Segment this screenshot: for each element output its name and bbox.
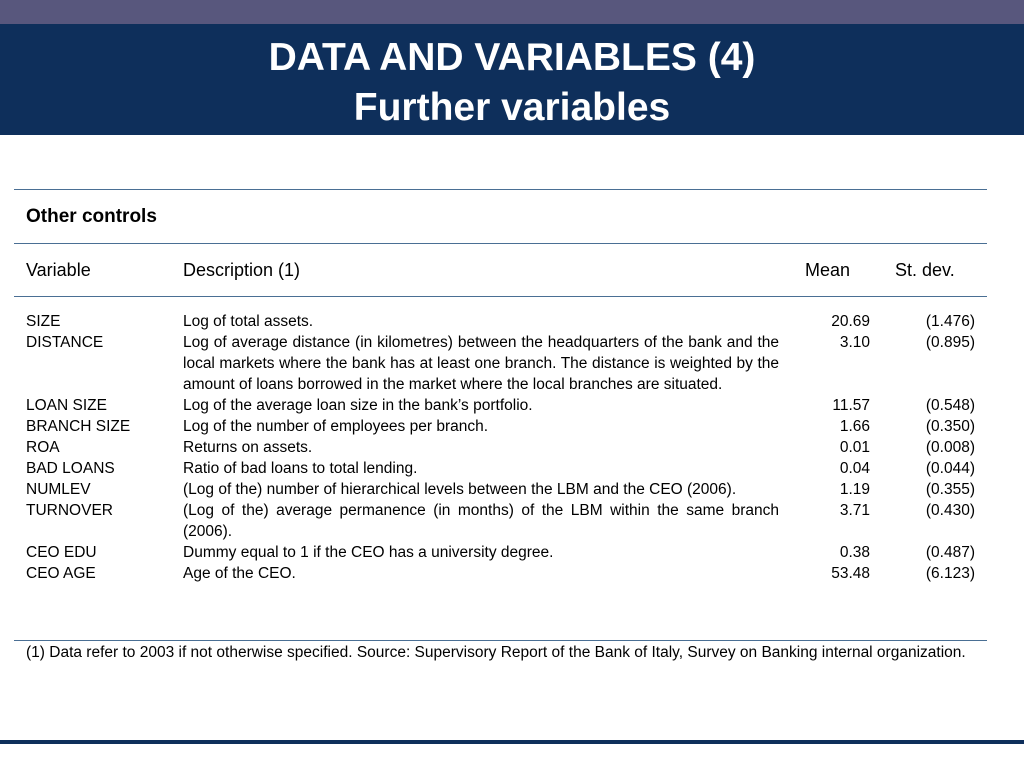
variable-cell: DISTANCE: [26, 334, 104, 351]
variable-cell: NUMLEV: [26, 481, 91, 498]
slide-title: DATA AND VARIABLES (4): [268, 36, 756, 79]
description-cell: Dummy equal to 1 if the CEO has a university degree.: [183, 544, 554, 561]
mean-cell: 53.48: [831, 565, 870, 582]
mean-cell: 1.19: [839, 481, 870, 498]
mean-cell: 20.69: [831, 313, 870, 330]
description-cell: (Log of the) average permanence (in months) of the LBM within the same branch (2006).: [183, 502, 779, 540]
sd-cell: (0.487): [925, 544, 975, 561]
section-rule: [14, 243, 987, 244]
variable-cell: BAD LOANS: [26, 460, 115, 477]
sd-cell: (6.123): [925, 565, 975, 582]
footnote: (1) Data refer to 2003 if not otherwise specified. Source: Supervisory Report of the Bank of Italy, Survey on Banking internal organization.: [26, 644, 966, 661]
table-row: [0, 416, 1024, 437]
mean-cell: 3.71: [839, 502, 870, 519]
description-cell: (Log of the) number of hierarchical levels between the LBM and the CEO (2006).: [183, 481, 737, 498]
table-row: [0, 542, 1024, 563]
mean-cell: 11.57: [832, 397, 870, 414]
table-row: [0, 479, 1024, 500]
table-row: [0, 311, 1024, 332]
sd-cell: (0.895): [925, 334, 975, 351]
mean-cell: 0.04: [839, 460, 870, 477]
slide-subtitle: Further variables: [353, 86, 671, 129]
variable-cell: CEO AGE: [26, 565, 96, 582]
description-cell: Log of the number of employees per branch.: [183, 418, 489, 435]
top-accent-strip: [0, 0, 1024, 24]
description-cell: Log of average distance (in kilometres) between the headquarters of the bank and the local markets where the bank has at least one branch. The distance is weighted by the amount of loans borrowed in the market where the local branches are situated.: [183, 334, 779, 393]
variable-cell: LOAN SIZE: [26, 397, 107, 414]
mean-cell: 0.01: [839, 439, 870, 456]
table-body: [0, 311, 1024, 584]
sd-cell: (0.044): [925, 460, 975, 477]
description-cell: Age of the CEO.: [183, 565, 296, 582]
sd-cell: (0.355): [925, 481, 975, 498]
description-cell: Returns on assets.: [183, 439, 313, 456]
sd-cell: (0.430): [925, 502, 975, 519]
variable-cell: CEO EDU: [26, 544, 97, 561]
sd-cell: (0.350): [925, 418, 975, 435]
table-row: [0, 332, 1024, 395]
slide-header: [0, 24, 1024, 135]
table-top-rule: [14, 189, 987, 190]
section-title: Other controls: [26, 206, 157, 227]
bottom-bar: [0, 740, 1024, 744]
header-rule: [14, 296, 987, 297]
description-cell: Log of total assets.: [183, 313, 314, 330]
variable-cell: ROA: [26, 439, 60, 456]
table-row: [0, 437, 1024, 458]
variable-cell: SIZE: [26, 313, 61, 330]
column-header-mean: Mean: [805, 260, 851, 280]
description-cell: Ratio of bad loans to total lending.: [183, 460, 418, 477]
table-row: [0, 563, 1024, 584]
column-header-sd: St. dev.: [895, 260, 955, 280]
column-header-description: Description (1): [183, 260, 301, 280]
variable-cell: TURNOVER: [26, 502, 113, 519]
mean-cell: 1.66: [839, 418, 870, 435]
sd-cell: (0.548): [925, 397, 975, 414]
mean-cell: 0.38: [839, 544, 870, 561]
variable-cell: BRANCH SIZE: [26, 418, 131, 435]
column-header-variable: Variable: [26, 260, 91, 280]
sd-cell: (1.476): [925, 313, 975, 330]
mean-cell: 3.10: [839, 334, 870, 351]
table-bottom-rule: [14, 640, 987, 641]
table-row: [0, 458, 1024, 479]
table-row: [0, 500, 1024, 542]
sd-cell: (0.008): [925, 439, 975, 456]
table-row: [0, 395, 1024, 416]
description-cell: Log of the average loan size in the bank’s portfolio.: [183, 397, 533, 414]
